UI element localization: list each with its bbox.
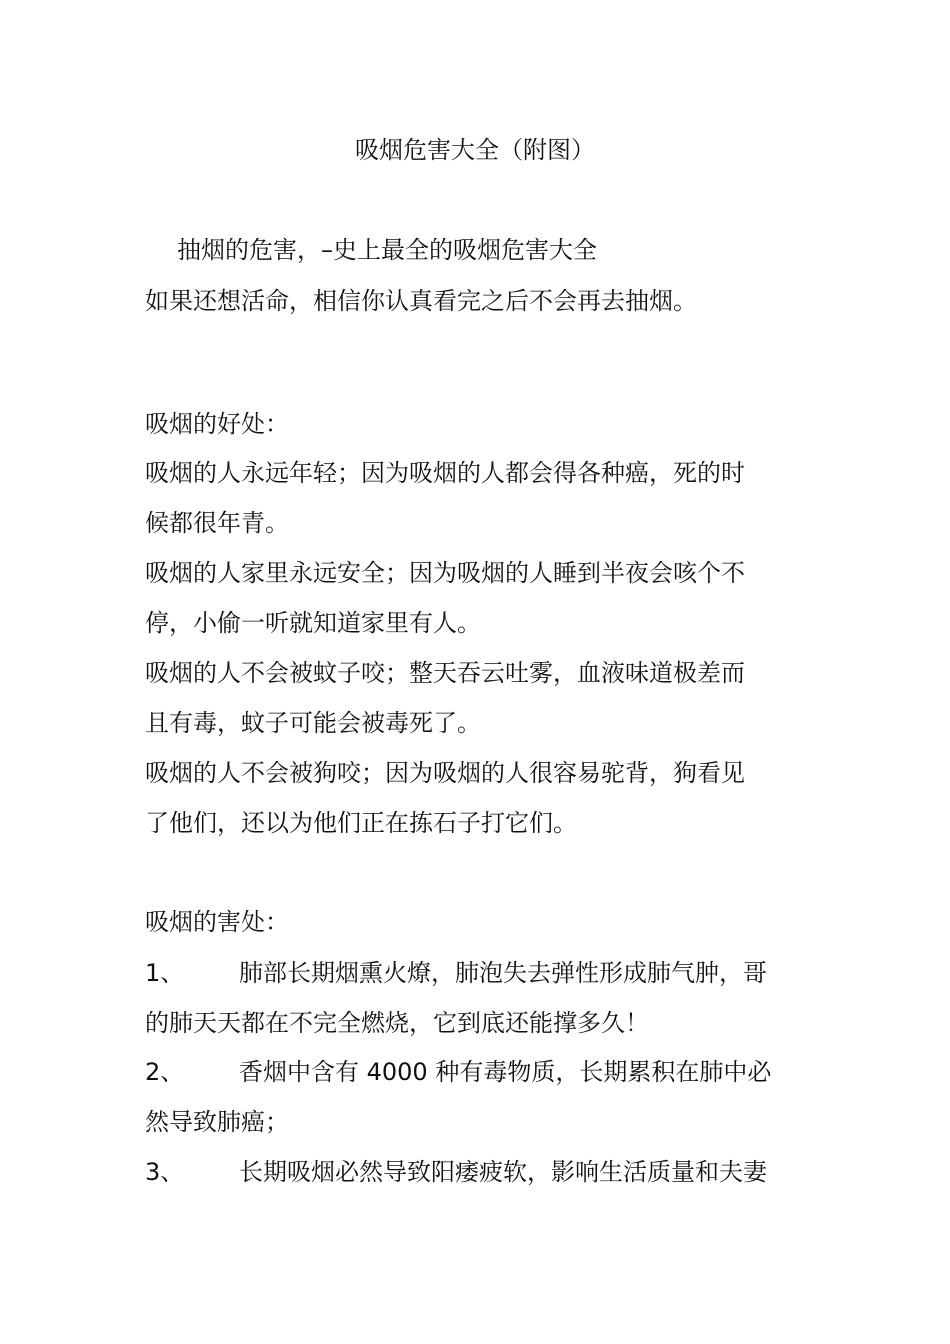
harm-number: 2、 [145,1058,185,1086]
harm-item-1 [145,956,815,990]
benefit-line: 吸烟的人不会被狗咬；因为吸烟的人很容易驼背，狗看见 [145,759,745,787]
benefit-line: 了他们，还以为他们正在拣石子打它们。 [145,809,577,837]
benefit-line: 候都很年青。 [145,509,289,537]
harm-text: 长期吸烟必然导致阳痿疲软，影响生活质量和夫妻 [239,1158,767,1186]
harm-text: 香烟中含有 4000 种有毒物质，长期累积在肺中必 [239,1058,772,1086]
intro-line-2: 如果还想活命，相信你认真看完之后不会再去抽烟。 [145,287,697,315]
harm-text: 肺部长期烟熏火燎，肺泡失去弹性形成肺气肿，哥 [239,959,767,987]
document-title: 吸烟危害大全（附图） [355,136,595,164]
benefits-heading: 吸烟的好处： [145,410,289,438]
harm-item-3 [145,1155,815,1189]
harm-item-2 [145,1055,815,1089]
harms-heading: 吸烟的害处： [145,908,289,936]
benefit-line: 吸烟的人永远年轻；因为吸烟的人都会得各种癌，死的时 [145,459,745,487]
harm-number: 1、 [145,959,185,987]
benefit-line: 停，小偷一听就知道家里有人。 [145,609,481,637]
intro-line-1: 抽烟的危害，–史上最全的吸烟危害大全 [177,236,597,264]
harm-item-2-continued: 然导致肺癌； [145,1108,289,1136]
benefit-line: 吸烟的人家里永远安全；因为吸烟的人睡到半夜会咳个不 [145,559,745,587]
benefit-line: 吸烟的人不会被蚊子咬；整天吞云吐雾，血液味道极差而 [145,659,745,687]
benefit-line: 且有毒，蚊子可能会被毒死了。 [145,709,481,737]
harm-item-1-continued: 的肺天天都在不完全燃烧，它到底还能撑多久！ [145,1009,649,1037]
harm-number: 3、 [145,1158,185,1186]
